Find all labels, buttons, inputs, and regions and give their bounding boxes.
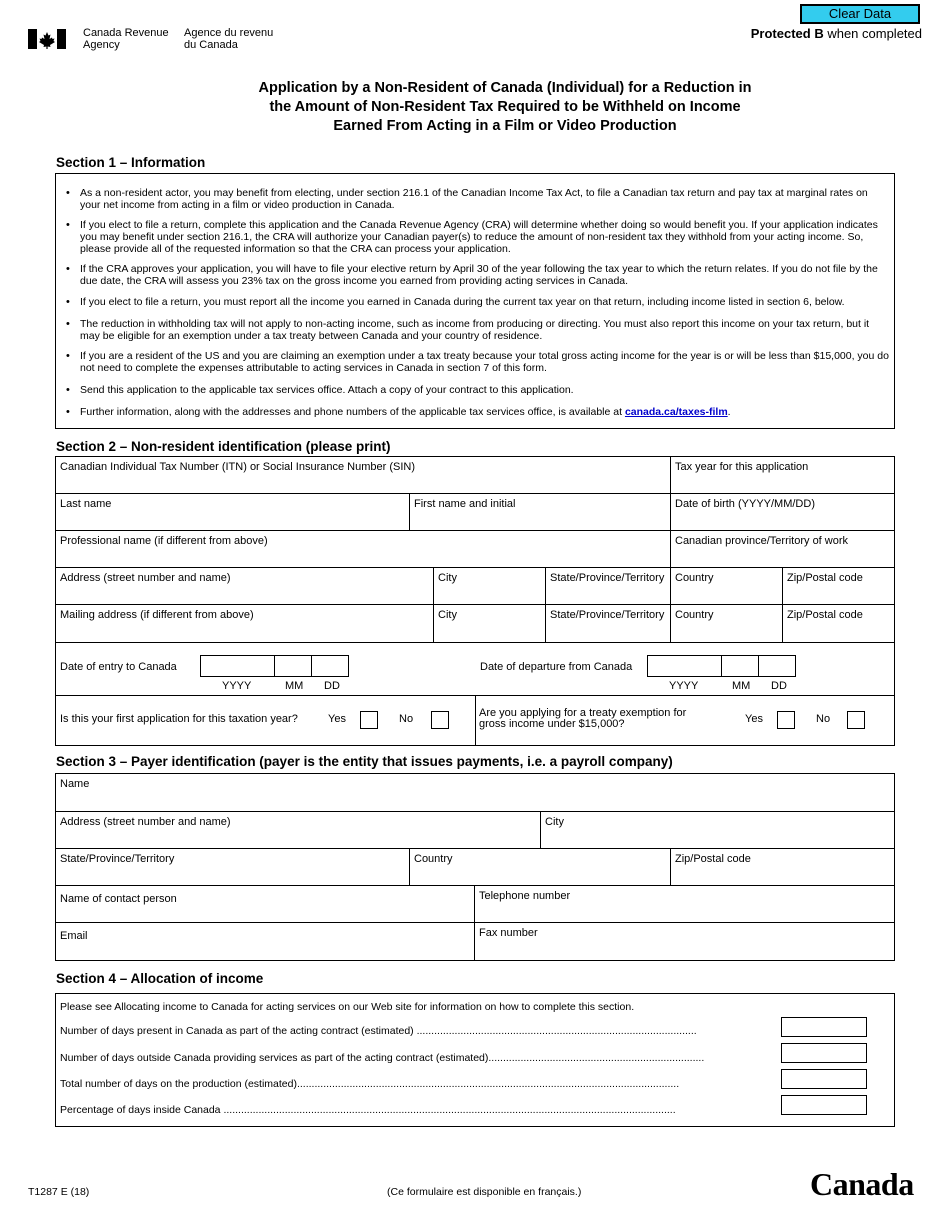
form-title: Application by a Non-Resident of Canada (Individual) for a Reduction in the Amount of Non-Resident Tax Required to be Withheld on Income Earned From Acting in a Film or Video Production xyxy=(258,80,752,134)
total-days-input[interactable] xyxy=(781,1069,867,1089)
french-availability-note: (Ce formulaire est disponible en français.) xyxy=(387,1186,582,1198)
itn-field[interactable]: Canadian Individual Tax Number (ITN) or Social Insurance Number (SIN) xyxy=(56,457,671,494)
entry-month-input[interactable] xyxy=(274,655,312,677)
percentage-days-input[interactable] xyxy=(781,1095,867,1115)
zip-field[interactable]: Zip/Postal code xyxy=(783,568,894,605)
yes-label: Yes xyxy=(328,713,346,725)
dob-field[interactable]: Date of birth (YYYY/MM/DD) xyxy=(671,494,894,531)
mailing-city-field[interactable]: City xyxy=(434,605,546,643)
dd-label: DD xyxy=(324,680,340,692)
payer-city-field[interactable]: City xyxy=(541,812,894,849)
first-name-field[interactable]: First name and initial xyxy=(410,494,671,531)
country-field[interactable]: Country xyxy=(671,568,783,605)
first-app-yes-checkbox[interactable] xyxy=(360,711,378,729)
mailing-country-field[interactable]: Country xyxy=(671,605,783,643)
departure-month-input[interactable] xyxy=(721,655,759,677)
allocation-row-label: Number of days present in Canada as part of the acting contract (estimated) ................................................................................................ xyxy=(60,1025,697,1037)
payer-state-field[interactable]: State/Province/Territory xyxy=(56,849,410,886)
last-name-field[interactable]: Last name xyxy=(56,494,410,531)
treaty-no-checkbox[interactable] xyxy=(847,711,865,729)
protected-b-notice: Protected B when completed xyxy=(750,26,922,41)
info-bullet: • As a non-resident actor, you may benefit from electing, under section 216.1 of the Canadian Income Tax Act, to file a Canadian tax return and pay tax at marginal rates on your net income from acting in a film or video production in Canada. xyxy=(80,187,890,211)
form-code: T1287 E (18) xyxy=(28,1186,90,1198)
info-bullet: • If you elect to file a return, complete this application and the Canada Revenue Agency (CRA) will determine whether doing so would benefit you. If your application indicates you may benefit under section 216.1, the CRA will authorize your Canadian payer(s) to reduce the amount of non-resident tax they withhold from your acting income. So, please provide all of the requested information so that the CRA can process your application. xyxy=(80,219,890,255)
section1-heading: Section 1 – Information xyxy=(56,155,206,170)
no-label: No xyxy=(399,713,414,725)
payer-country-field[interactable]: Country xyxy=(410,849,671,886)
entry-year-input[interactable] xyxy=(200,655,275,677)
clear-data-button[interactable]: Clear Data xyxy=(800,4,920,24)
departure-day-input[interactable] xyxy=(758,655,796,677)
telephone-field[interactable]: Telephone number xyxy=(475,886,894,923)
email-field[interactable]: Email xyxy=(56,923,475,960)
entry-date-label: Date of entry to Canada xyxy=(60,661,177,673)
agency-name-en: Canada Revenue Agency xyxy=(83,27,169,51)
payer-name-field[interactable]: Name xyxy=(56,774,894,812)
allocation-row-label: Total number of days on the production (estimated)................................................................................................................................... xyxy=(60,1078,680,1090)
mailing-state-field[interactable]: State/Province/Territory xyxy=(546,605,671,643)
info-bullet: • If the CRA approves your application, you will have to file your elective return by April 30 of the year following the tax year to which the return relates. If you do not file by the due date, the CRA will assess you 23% tax on the gross income you earned from providing acting services in Canada. xyxy=(80,263,890,287)
payer-zip-field[interactable]: Zip/Postal code xyxy=(671,849,894,886)
departure-year-input[interactable] xyxy=(647,655,722,677)
allocation-row-label: Percentage of days inside Canada ........................................................................................................................................................... xyxy=(60,1104,676,1116)
yyyy-label: YYYY xyxy=(222,680,252,692)
allocation-row-label: Number of days outside Canada providing services as part of the acting contract (estimated).......................................................................... xyxy=(60,1052,705,1064)
treaty-yes-checkbox[interactable] xyxy=(777,711,795,729)
days-present-input[interactable] xyxy=(781,1017,867,1037)
divider xyxy=(475,696,476,745)
info-bullet: • The reduction in withholding tax will not apply to non-acting income, such as income from producing or directing. You must also report this income on your tax return, but it may be eligible for an exemption under a tax treaty between Canada and your country of residence. xyxy=(80,318,890,342)
mm-label: MM xyxy=(732,680,751,692)
days-outside-input[interactable] xyxy=(781,1043,867,1063)
yyyy-label: YYYY xyxy=(669,680,699,692)
first-app-no-checkbox[interactable] xyxy=(431,711,449,729)
info-bullet: • If you elect to file a return, you must report all the income you earned in Canada during the current tax year on that return, including income listed in section 6, below. xyxy=(80,296,890,308)
info-bullet: • Further information, along with the addresses and phone numbers of the applicable tax services office, is available at canada.ca/taxes-film. xyxy=(80,406,890,418)
city-field[interactable]: City xyxy=(434,568,546,605)
section4-intro: Please see Allocating income to Canada for acting services on our Web site for information on how to complete this section. xyxy=(60,1001,635,1013)
state-field[interactable]: State/Province/Territory xyxy=(546,568,671,605)
section4-heading: Section 4 – Allocation of income xyxy=(56,971,264,986)
yes-label: Yes xyxy=(745,713,763,725)
first-app-question: Is this your first application for this taxation year? xyxy=(60,713,298,725)
entry-day-input[interactable] xyxy=(311,655,349,677)
canada-wordmark: Canada xyxy=(810,1166,914,1202)
canada-flag-icon xyxy=(28,29,66,49)
fax-field[interactable]: Fax number xyxy=(479,927,538,939)
taxes-film-link[interactable]: canada.ca/taxes-film xyxy=(624,406,728,418)
mm-label: MM xyxy=(285,680,304,692)
info-bullet: • If you are a resident of the US and you are claiming an exemption under a tax treaty because your total gross acting income for the year is or will be less than $15,000, you do not need to complete the expenses attributable to acting services in Canada in section 7 of this form. xyxy=(80,350,890,374)
contact-person-field[interactable]: Name of contact person xyxy=(56,886,475,923)
province-work-field[interactable]: Canadian province/Territory of work xyxy=(671,531,894,568)
payer-address-field[interactable]: Address (street number and name) xyxy=(56,812,541,849)
mailing-zip-field[interactable]: Zip/Postal code xyxy=(783,605,894,643)
tax-year-field[interactable]: Tax year for this application xyxy=(671,457,894,494)
no-label: No xyxy=(816,713,831,725)
info-bullet: • Send this application to the applicable tax services office. Attach a copy of your contract to this application. xyxy=(80,384,890,396)
mailing-address-field[interactable]: Mailing address (if different from above) xyxy=(56,605,434,643)
treaty-question: Are you applying for a treaty exemption for gross income under $15,000? xyxy=(479,707,687,730)
professional-name-field[interactable]: Professional name (if different from above) xyxy=(56,531,671,568)
section2-heading: Section 2 – Non-resident identification (please print) xyxy=(56,439,391,454)
departure-date-label: Date of departure from Canada xyxy=(480,661,633,673)
agency-name-fr: Agence du revenu du Canada xyxy=(184,27,274,51)
dd-label: DD xyxy=(771,680,787,692)
section3-heading: Section 3 – Payer identification (payer is the entity that issues payments, i.e. a payroll company) xyxy=(56,754,673,769)
address-field[interactable]: Address (street number and name) xyxy=(56,568,434,605)
